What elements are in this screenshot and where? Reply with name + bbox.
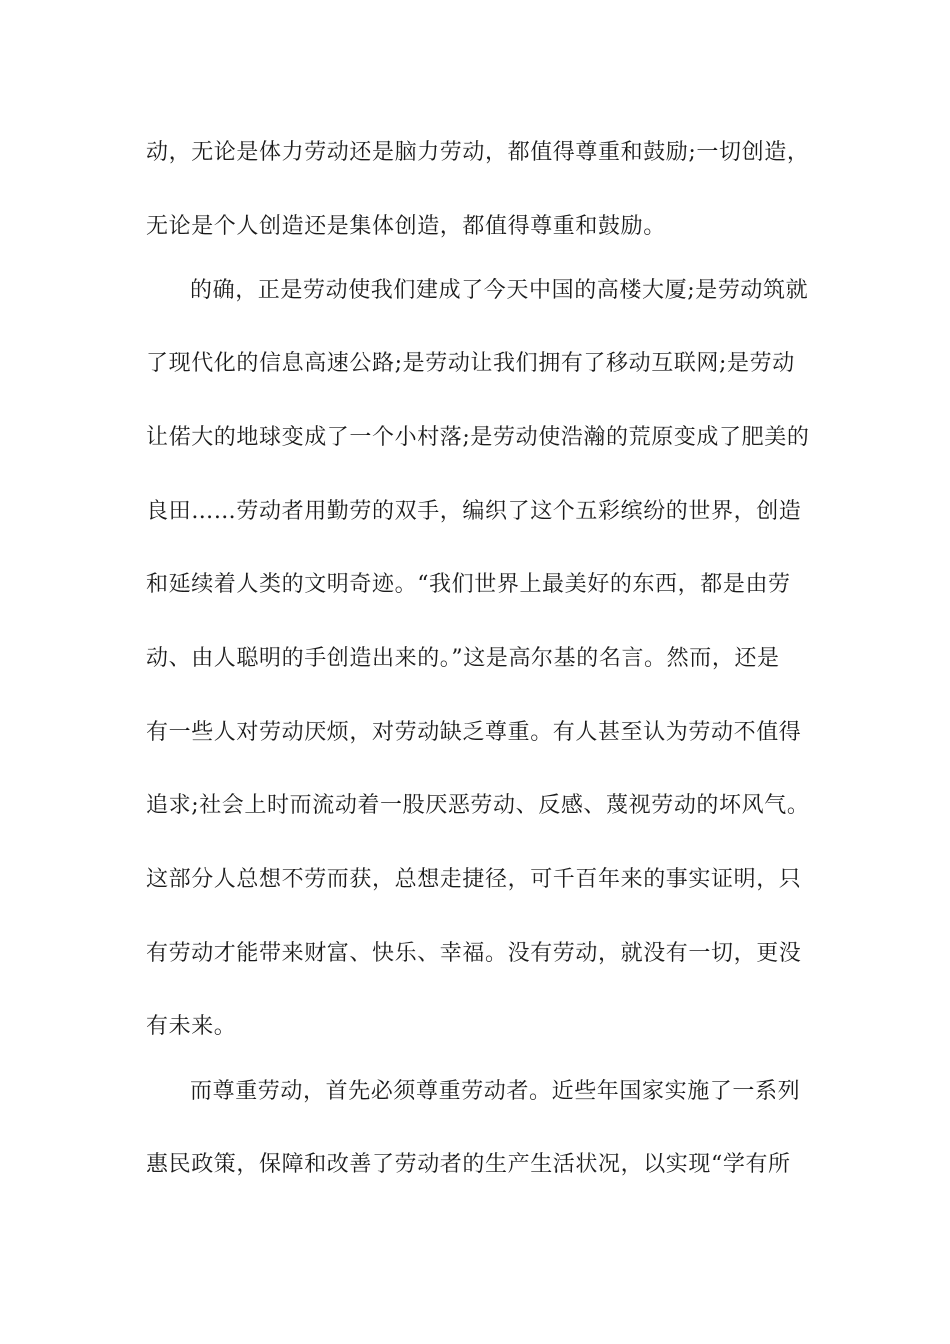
text-line: 有一些人对劳动厌烦，对劳动缺乏尊重。有人甚至认为劳动不值得 [146,720,802,745]
text-line: 有未来。 [146,1014,237,1039]
text-line: 追求;社会上时而流动着一股厌恶劳动、反感、蔑视劳动的坏风气。 [146,793,810,818]
text-line: 这部分人总想不劳而获，总想走捷径，可千百年来的事实证明，只 [146,867,802,892]
text-line: 惠民政策，保障和改善了劳动者的生产生活状况，以实现“学有所 [146,1152,791,1177]
text-line: 让偌大的地球变成了一个小村落;是劳动使浩瀚的荒原变成了肥美的 [146,425,810,450]
paragraph-first-line: 的确，正是劳动使我们建成了今天中国的高楼大厦;是劳动筑就 [190,278,809,303]
text-line: 无论是个人创造还是集体创造，都值得尊重和鼓励。 [146,214,666,239]
text-line: 了现代化的信息高速公路;是劳动让我们拥有了移动互联网;是劳动 [146,351,795,376]
text-line: 动、由人聪明的手创造出来的。”这是高尔基的名言。然而，还是 [146,646,780,671]
paragraph-first-line: 而尊重劳动，首先必须尊重劳动者。近些年国家实施了一系列 [190,1079,801,1104]
text-line: 良田……劳动者用勤劳的双手，编织了这个五彩缤纷的世界，创造 [146,499,802,524]
text-line: 动，无论是体力劳动还是脑力劳动，都值得尊重和鼓励;一切创造， [146,140,810,165]
text-line: 和延续着人类的文明奇迹。“我们世界上最美好的东西，都是由劳 [146,572,791,597]
text-line: 有劳动才能带来财富、快乐、幸福。没有劳动，就没有一切，更没 [146,941,802,966]
